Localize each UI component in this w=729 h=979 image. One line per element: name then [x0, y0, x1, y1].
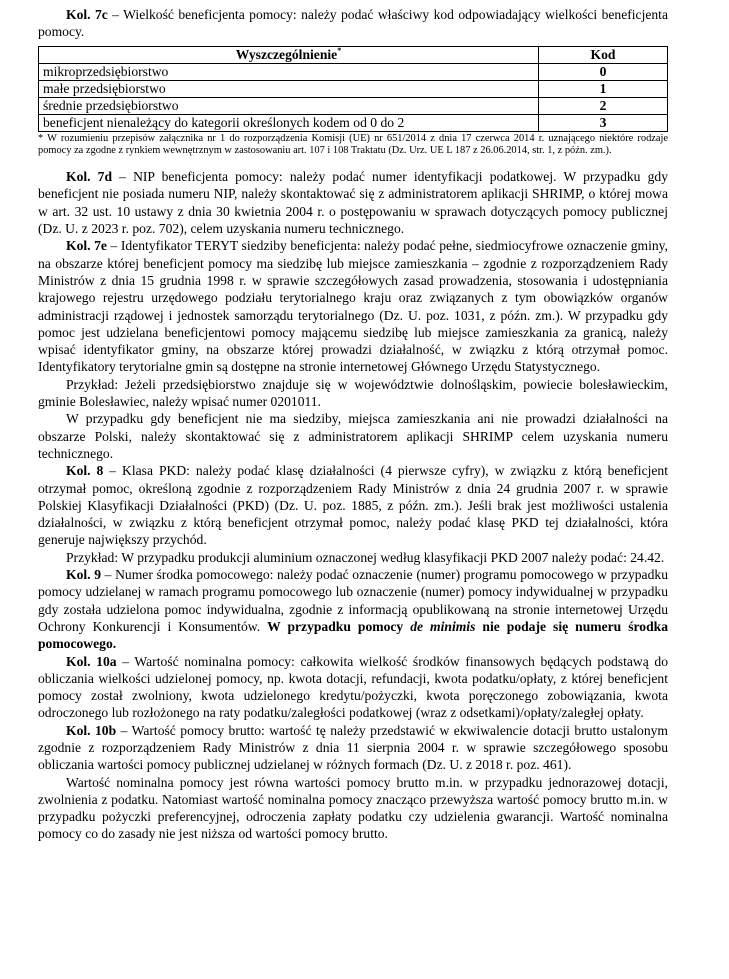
row-code: 2 [539, 97, 668, 114]
table-footnote: * W rozumieniu przepisów załącznika nr 1 do rozporządzenia Komisji (UE) nr 651/2014 z dnia 17 czerwca 2014 r. uznającego niektóre rodzaje pomocy za zgodne z rynkiem wewnętrznym w zastosowaniu art. 107 i 108 Traktatu (Dz. Urz. UE L 187 z 26.06.2014, str. 1, z późn. zm.). [38, 132, 668, 157]
row-code: 0 [539, 63, 668, 80]
bold-note: W przypadku pomocy [267, 618, 411, 634]
column-label: Kol. 7c [66, 7, 108, 22]
column-label: Kol. 9 [66, 567, 101, 583]
document-page [38, 6, 668, 843]
row-description: małe przedsiębiorstwo [39, 80, 539, 97]
table-row [39, 63, 668, 80]
row-description: mikroprzedsiębiorstwo [39, 63, 539, 80]
column-label: Kol. 10b [66, 722, 117, 738]
paragraph-kol-10b-note: Wartość nominalna pomocy jest równa wartości pomocy brutto m.in. w przypadku jednorazowej dotacji, zwolnienia z podatku. Natomiast wartość nominalna pomocy znacząco przewyższa wartość pomocy brutto m.in. w przypadku pożyczki preferencyjnej, odroczenia zapłaty podatku czy udzielenia gwarancji. Wartość nominalna pomocy co do zasady nie jest niższa od wartości pomocy brutto. [38, 774, 668, 842]
size-code-table [38, 46, 668, 132]
paragraph-kol-7d [38, 168, 668, 237]
paragraph-text: – Klasa PKD: należy podać klasę działalności (4 pierwsze cyfry), w związku z którą beneficjent otrzymał pomoc, określoną zgodnie z rozporządzeniem Rady Ministrów z dnia 24 grudnia 2007 r. w sprawie Polskiej Klasyfikacji Działalności (PKD) (Dz. U. poz. 1885, z późn. zm.). Jeśli brak jest możliwości ustalenia działalności, w związku z którą beneficjent otrzymał pomoc, należy podać klasę PKD tej działalności, która generuje największy przychód. [38, 463, 668, 548]
paragraph-kol-10a [38, 653, 668, 722]
column-label: Kol. 10a [66, 653, 117, 669]
paragraph-kol-8 [38, 462, 668, 548]
paragraph-text: – Numer środka pomocowego: należy podać oznaczenie (numer) programu pomocowego w przypadku pomocy udzielanej w ramach programu pomocowego lub oznaczenie (numer) pomocy indywidualnej w przypadku gdy została udzielona pomoc indywidualna, zgodnie z informacją opublikowaną na stronie internetowej Urzędu Ochrony Konkurencji i Konsumentów. [38, 567, 668, 634]
paragraph-text: – Wartość pomocy brutto: wartość tę należy przedstawić w ekwiwalencie dotacji brutto ustalonym zgodnie z rozporządzeniem Rady Ministrów z dnia 11 sierpnia 2004 r. w sprawie szczegółowego sposobu obliczania wartości pomocy publicznej udzielanej w różnych formach (Dz. U. z 2018 r. poz. 461). [38, 722, 668, 773]
table-row [39, 97, 668, 114]
paragraph-kol-7c [38, 6, 668, 41]
paragraph-text: – Wartość nominalna pomocy: całkowita wielkość środków finansowych będących podstawą do obliczania wielkości udzielonej pomocy, np. kwota dotacji, refundacji, kwota podatku/opłaty, z której beneficjent pomocy został zwolniony, kwota udzielonego kredytu/pożyczki, kwota poręczonego zobowiązania, kwota odroczonego lub rozłożonego na raty podatku/zaległości podatkowej (wraz z odsetkami)/opłaty/zaległej opłaty. [38, 653, 668, 721]
table-header-row [39, 46, 668, 63]
row-code: 1 [539, 80, 668, 97]
paragraph-kol-7e-example: Przykład: Jeżeli przedsiębiorstwo znajduje się w województwie dolnośląskim, powiecie bolesławieckim, gminie Bolesławiec, należy wpisać numer 0201011. [38, 376, 668, 410]
footnote-marker: * [337, 45, 342, 55]
header-code: Kod [539, 46, 668, 63]
paragraph-kol-9 [38, 566, 668, 652]
table-row [39, 114, 668, 131]
paragraph-kol-10b [38, 722, 668, 774]
column-label: Kol. 7e [66, 238, 107, 254]
paragraph-text: – NIP beneficjenta pomocy: należy podać numer identyfikacji podatkowej. W przypadku gdy beneficjent nie posiada numeru NIP, należy skontaktować się z administratorem aplikacji SHRIMP, o której mowa w art. 32 ust. 10 ustawy z dnia 30 kwietnia 2004 r. o postępowaniu w sprawach dotyczących pomocy publicznej (Dz. U. z 2023 r. poz. 702), celem uzyskania numeru technicznego. [38, 169, 668, 237]
bold-note-end: nie podaje się numeru środka pomocowego. [38, 618, 668, 652]
header-description: Wyszczególnienie* [39, 46, 539, 63]
row-description: beneficjent nienależący do kategorii określonych kodem od 0 do 2 [39, 114, 539, 131]
paragraph-kol-8-example: Przykład: W przypadku produkcji aluminium oznaczonej według klasyfikacji PKD 2007 należy podać: 24.42. [66, 549, 665, 565]
paragraph-text: – Identyfikator TERYT siedziby beneficjenta: należy podać pełne, siedmiocyfrowe oznaczenie gminy, na obszarze której beneficjent pomocy ma siedzibę lub miejsce zamieszkania – zgodnie z rozporządzeniem Rady Ministrów z dnia 15 grudnia 1998 r. w sprawie szczegółowych zasad prowadzenia, stosowania i udostępniania krajowego rejestru urzędowego podziału terytorialnego kraju oraz związanych z tym obowiązków organów administracji rządowej i jednostek samorządu terytorialnego (Dz. U. poz. 1031, z późn. zm.). W przypadku gdy pomoc jest udzielana beneficjentowi pomocy mającemu siedzibę lub miejsce zamieszkania za granicą, należy wpisać identyfikator gminy, na obszarze której prowadzi działalność, w związku z którą otrzymał pomoc. Identyfikatory terytorialne gmin są dostępne na stronie internetowej Głównego Urzędu Statystycznego. [38, 238, 668, 375]
table-row [39, 80, 668, 97]
column-label: Kol. 8 [66, 463, 104, 479]
paragraph-kol-7e-abroad: W przypadku gdy beneficjent nie ma siedziby, miejsca zamieszkania ani nie prowadzi działalności na obszarze Polski, należy skontaktować się z administratorem aplikacji SHRIMP celem uzyskania numeru technicznego. [38, 411, 668, 461]
row-code: 3 [539, 114, 668, 131]
paragraph-text: – Wielkość beneficjenta pomocy: należy podać właściwy kod odpowiadający wielkości beneficjenta pomocy. [38, 7, 668, 40]
row-description: średnie przedsiębiorstwo [39, 97, 539, 114]
paragraph-kol-7e [38, 237, 668, 375]
column-label: Kol. 7d [66, 169, 113, 185]
bold-italic-term: de minimis [410, 618, 476, 634]
